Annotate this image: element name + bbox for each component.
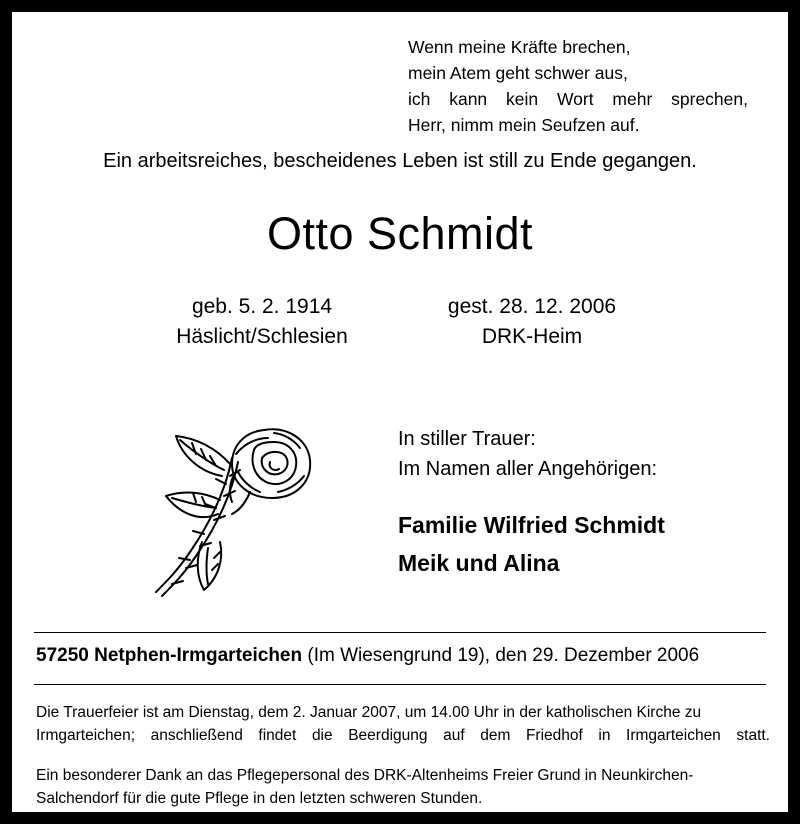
poem-line-1: Wenn meine Kräfte brechen,: [408, 37, 631, 57]
family-block: [398, 506, 665, 582]
poem-line-2: mein Atem geht schwer aus,: [408, 63, 628, 83]
family-line-1: Familie Wilfried Schmidt: [398, 512, 665, 538]
poem-line-3: ich kann kein Wort mehr sprechen,: [408, 89, 748, 109]
thanks-line-2: Salchendorf für die gute Pflege in den letzten schweren Stunden.: [36, 790, 483, 807]
place-date-line: [36, 645, 772, 667]
birth-date: geb. 5. 2. 1914: [191, 295, 333, 318]
mourning-block: [398, 424, 657, 484]
funeral-info-line-1: Die Trauerfeier ist am Dienstag, dem 2. Januar 2007, um 14.00 Uhr in der katholischen Kirche zu: [36, 704, 702, 721]
lead-sentence: Ein arbeitsreiches, bescheidenes Leben ist still zu Ende gegangen.: [103, 150, 697, 172]
funeral-info-line-2: Irmgarteichen; anschließend findet die Beerdigung auf dem Friedhof in Irmgarteichen statt.: [36, 727, 770, 744]
thanks-note: [36, 764, 770, 810]
rose-icon: [104, 380, 314, 600]
funeral-info: [36, 701, 770, 747]
poem-line-4: Herr, nimm mein Seufzen auf.: [408, 115, 640, 135]
mourning-line-2: Im Namen aller Angehörigen:: [398, 458, 658, 480]
death-date: gest. 28. 12. 2006: [447, 295, 617, 318]
death-place: DRK-Heim: [481, 325, 583, 348]
address-and-date: (Im Wiesengrund 19), den 29. Dezember 2006: [302, 645, 700, 666]
divider-bottom: [34, 684, 766, 685]
postal-city: 57250 Netphen-Irmgarteichen: [36, 645, 303, 666]
birth-place: Häslicht/Schlesien: [176, 325, 348, 348]
thanks-line-1: Ein besonderer Dank an das Pflegepersonal des DRK-Altenheims Freier Grund in Neunkirchen-: [36, 767, 694, 784]
poem-block: [408, 34, 748, 138]
family-line-2: Meik und Alina: [398, 550, 560, 576]
divider-top: [34, 632, 766, 633]
birth-column: [122, 292, 402, 352]
obituary-notice: [12, 12, 788, 812]
death-column: [392, 292, 672, 352]
deceased-name: Otto Schmidt: [266, 208, 534, 259]
mourning-line-1: In stiller Trauer:: [398, 428, 536, 450]
